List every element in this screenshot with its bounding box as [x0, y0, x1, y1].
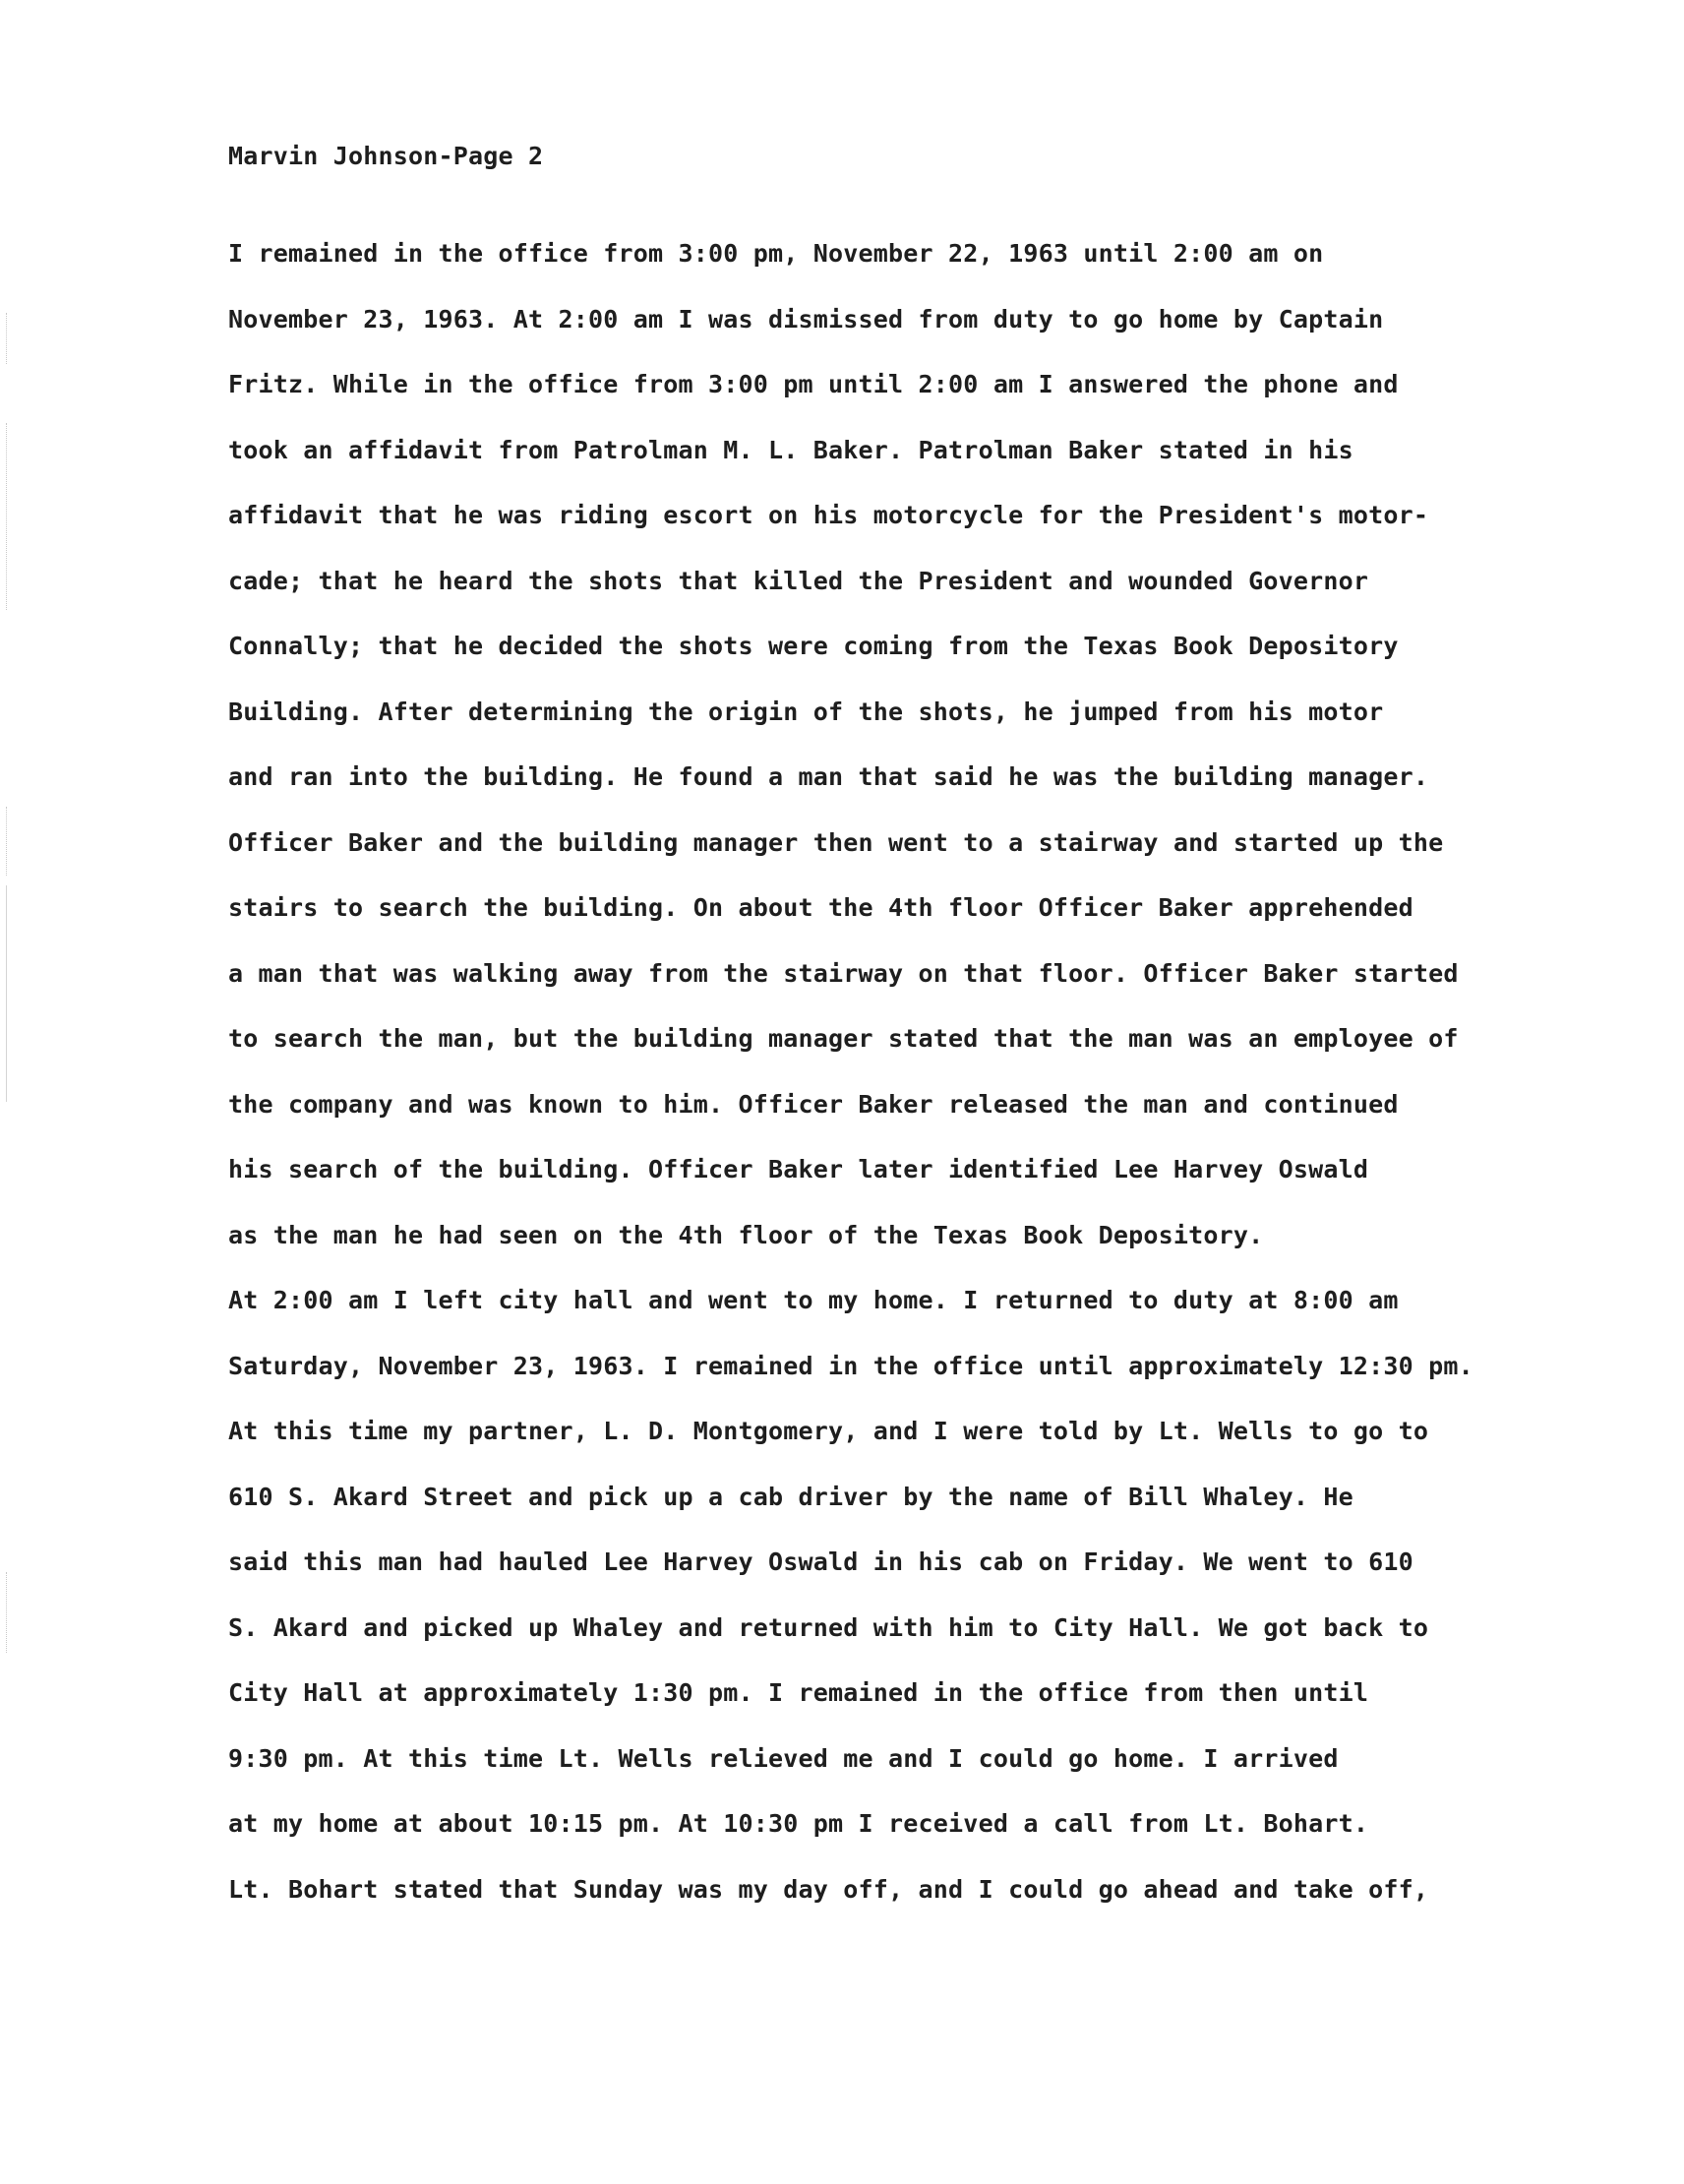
text-line: At 2:00 am I left city hall and went to my home. I returned to duty at 8:00 am: [228, 1286, 1399, 1314]
text-line: said this man had hauled Lee Harvey Oswald in his cab on Friday. We went to 610: [228, 1547, 1413, 1576]
text-line: Lt. Bohart stated that Sunday was my day off, and I could go ahead and take off,: [228, 1875, 1429, 1904]
text-line: his search of the building. Officer Baker later identified Lee Harvey Oswald: [228, 1155, 1369, 1183]
text-line: Building. After determining the origin of the shots, he jumped from his motor: [228, 698, 1384, 726]
text-line: cade; that he heard the shots that killed the President and wounded Governor: [228, 567, 1369, 595]
text-line: to search the man, but the building manager stated that the man was an employee of: [228, 1024, 1459, 1053]
text-line: affidavit that he was riding escort on his motorcycle for the President's motor-: [228, 501, 1429, 529]
text-line: Saturday, November 23, 1963. I remained in the office until approximately 12:30 pm.: [228, 1352, 1474, 1380]
text-line: the company and was known to him. Officer Baker released the man and continued: [228, 1090, 1399, 1119]
text-line: 610 S. Akard Street and pick up a cab driver by the name of Bill Whaley. He: [228, 1483, 1353, 1511]
text-line: Connally; that he decided the shots were coming from the Texas Book Depository: [228, 632, 1399, 660]
text-line: I remained in the office from 3:00 pm, November 22, 1963 until 2:00 am on: [228, 239, 1324, 268]
text-line: City Hall at approximately 1:30 pm. I remained in the office from then until: [228, 1678, 1369, 1707]
page-heading: Marvin Johnson-Page 2: [228, 142, 544, 170]
margin-scan-mark: [6, 313, 7, 364]
text-line: At this time my partner, L. D. Montgomery, and I were told by Lt. Wells to go to: [228, 1417, 1429, 1445]
text-line: Fritz. While in the office from 3:00 pm until 2:00 am I answered the phone and: [228, 370, 1399, 398]
text-line: as the man he had seen on the 4th floor of the Texas Book Depository.: [228, 1221, 1264, 1249]
margin-scan-mark: [6, 423, 7, 610]
text-line: S. Akard and picked up Whaley and returned with him to City Hall. We got back to: [228, 1613, 1429, 1642]
text-line: November 23, 1963. At 2:00 am I was dismissed from duty to go home by Captain: [228, 305, 1384, 334]
margin-scan-mark: [6, 807, 7, 876]
margin-scan-mark: [6, 885, 7, 1102]
text-line: stairs to search the building. On about the 4th floor Officer Baker apprehended: [228, 893, 1413, 922]
text-line: and ran into the building. He found a man that said he was the building manager.: [228, 762, 1429, 791]
text-line: Officer Baker and the building manager then went to a stairway and started up the: [228, 828, 1444, 857]
text-line: at my home at about 10:15 pm. At 10:30 pm I received a call from Lt. Bohart.: [228, 1809, 1369, 1838]
margin-scan-mark: [6, 1572, 7, 1653]
text-line: a man that was walking away from the stairway on that floor. Officer Baker started: [228, 959, 1459, 988]
text-line: took an affidavit from Patrolman M. L. Baker. Patrolman Baker stated in his: [228, 436, 1353, 464]
text-line: 9:30 pm. At this time Lt. Wells relieved me and I could go home. I arrived: [228, 1744, 1339, 1773]
